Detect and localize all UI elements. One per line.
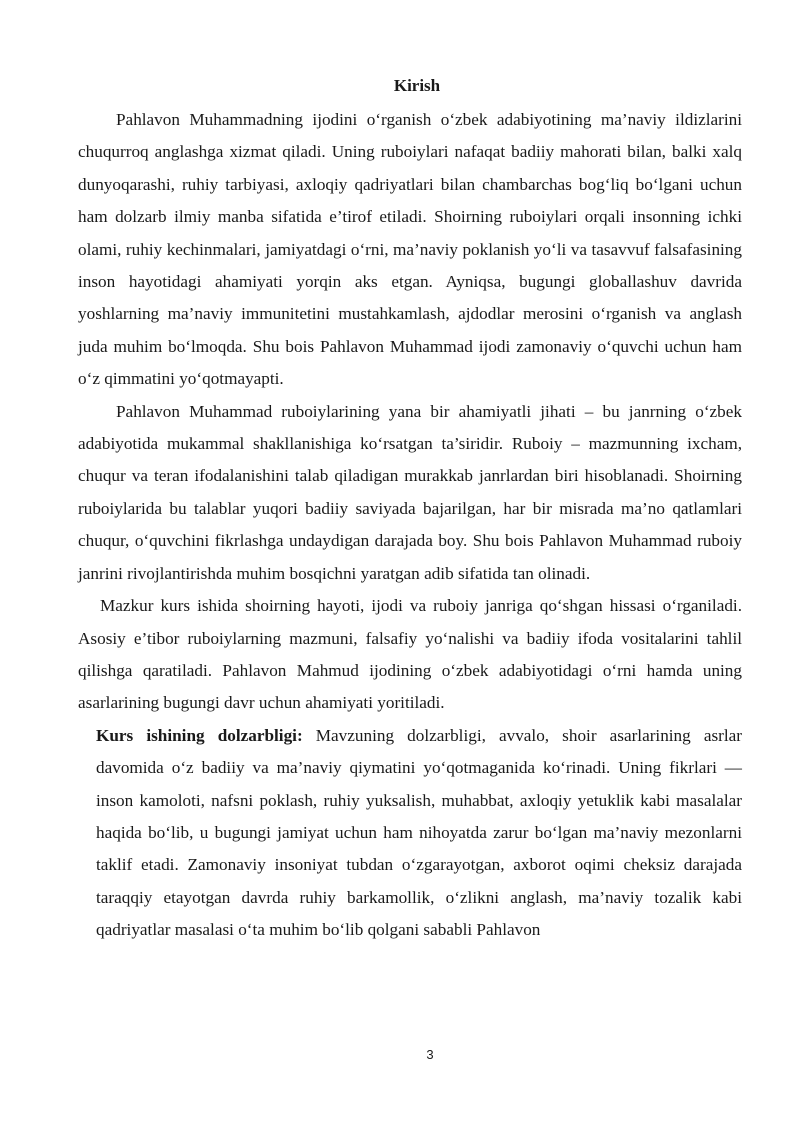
paragraph-1: Pahlavon Muhammadning ijodini o‘rganish o‘zbek adabiyotining ma’naviy ildizlarini chuqurroq anglashga xizmat qiladi. Uning ruboiylari nafaqat badiiy mahorati bilan, balki xalq dunyoqarashi, ruhiy tarbiyasi, axloqiy qadriyatlari bilan chambarchas bog‘liq bo‘lgani uchun ham dolzarb ilmiy manba sifatida e’tirof etiladi. Shoirning ruboiylari orqali insonning ichki olami, ruhiy kechinmalari, jamiyatdagi o‘rni, ma’naviy poklanish yo‘li va tasavvuf falsafasining inson hayotidagi ahamiyati yorqin aks etgan. Ayniqsa, bugungi globallashuv davrida yoshlarning ma’naviy immunitetini mustahkamlash, ajdodlar merosini o‘rganish va anglash juda muhim bo‘lmoqda. Shu bois Pahlavon Muhammad ijodi zamonaviy o‘quvchi uchun ham o‘z qimmatini yo‘qotmayapti. [78,110,742,389]
page-content [78,74,742,947]
page-title: Kirish [393,76,441,95]
section-heading: Kurs ishining dolzarbligi: [96,725,303,745]
page-number: 3 [426,1047,434,1062]
paragraph-2: Pahlavon Muhammad ruboiylarining yana bir ahamiyatli jihati – bu janrning o‘zbek adabiyotida mukammal shakllanishiga ko‘rsatgan ta’siridir. Ruboiy – mazmunning ixcham, chuqur va teran ifodalanishini talab qiladigan murakkab janrlardan biri hisoblanadi. Shoirning ruboiylarida bu talablar yuqori badiiy saviyada bajarilgan, har bir misrada ma’no qatlamlari chuqur, o‘quvchini fikrlashga undaydigan darajada boy. Shu bois Pahlavon Muhammad ruboiy janrini rivojlantirishda muhim bosqichni yaratgan adib sifatida tan olinadi. [78,401,742,583]
paragraph-3: Mazkur kurs ishida shoirning hayoti, ijodi va ruboiy janriga qo‘shgan hissasi o‘rganiladi. Asosiy e’tibor ruboiylarning mazmuni, falsafiy yo‘nalishi va badiiy ifoda vositalarini tahlil qilishga qaratiladi. Pahlavon Mahmud ijodining o‘zbek adabiyotidagi o‘rni hamda uning asarlarining bugungi davr uchun ahamiyati yoritiladi. [78,596,742,713]
relevance-section [78,720,742,947]
section-text: Mavzuning dolzarbligi, avvalo, shoir asarlarining asrlar davomida o‘z badiiy va ma’naviy qiymatini yo‘qotmaganida ko‘rinadi. Uning fikrlari — inson kamoloti, nafsni poklash, ruhiy yuksalish, muhabbat, axloqiy yetuklik kabi masalalar haqida bo‘lib, u bugungi jamiyat uchun ham nihoyatda zarur bo‘lgan ma’naviy mezonlarni taklif etadi. Zamonaviy insoniyat tubdan o‘zgarayotgan, axborot oqimi cheksiz darajada taraqqiy etayotgan davrda ruhiy barkamollik, o‘zlikni anglash, ma’naviy tozalik kabi qadriyatlar masalasi o‘ta muhim bo‘lib qolgani sababli Pahlavon [96,725,742,940]
